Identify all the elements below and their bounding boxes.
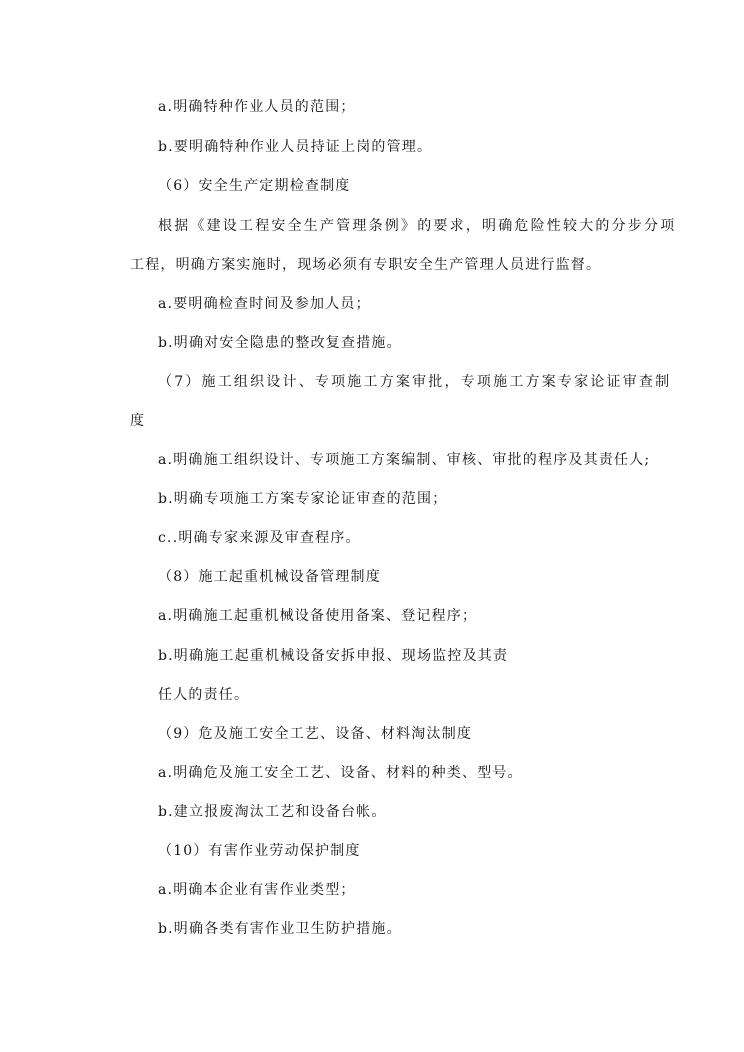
text-line: a.明确本企业有害作业类型； xyxy=(158,882,356,898)
text-line: 工程，明确方案实施时，现场必须有专职安全生产管理人员进行监督。 xyxy=(130,257,602,273)
text-line: b.明确施工起重机械设备安拆申报、现场监控及其责 xyxy=(158,648,509,664)
text-line: c..明确专家来源及审查程序。 xyxy=(158,530,361,546)
text-line: b.建立报废淘汰工艺和设备台帐。 xyxy=(158,804,387,820)
text-line: b.明确专项施工方案专家论证审查的范围； xyxy=(158,491,448,507)
section-heading-10: （10）有害作业劳动保护制度 xyxy=(158,843,361,859)
text-line: b.明确各类有害作业卫生防护措施。 xyxy=(158,921,402,937)
text-line: a.明确危及施工安全工艺、设备、材料的种类、型号。 xyxy=(158,765,523,781)
section-heading-7-continued: 度 xyxy=(130,413,146,429)
text-line: a.要明确检查时间及参加人员； xyxy=(158,296,371,312)
text-line: b.明确对安全隐患的整改复查措施。 xyxy=(158,335,402,351)
section-heading-8: （8）施工起重机械设备管理制度 xyxy=(158,569,381,585)
text-line: a.明确特种作业人员的范围； xyxy=(158,99,356,115)
section-heading-9: （9）危及施工安全工艺、设备、材料淘汰制度 xyxy=(158,726,473,742)
text-line: 任人的责任。 xyxy=(158,687,250,703)
text-line: a.明确施工组织设计、专项施工方案编制、审核、审批的程序及其责任人; xyxy=(158,452,651,468)
section-heading-6: （6）安全生产定期检查制度 xyxy=(158,178,351,194)
section-heading-7: （7）施工组织设计、专项施工方案审批，专项施工方案专家论证审查制 xyxy=(158,374,672,390)
text-line: b.要明确特种作业人员持证上岗的管理。 xyxy=(158,139,433,155)
text-line: a.明确施工起重机械设备使用备案、登记程序； xyxy=(158,608,478,624)
text-line: 根据《建设工程安全生产管理条例》的要求，明确危险性较大的分步分项 xyxy=(158,218,677,234)
